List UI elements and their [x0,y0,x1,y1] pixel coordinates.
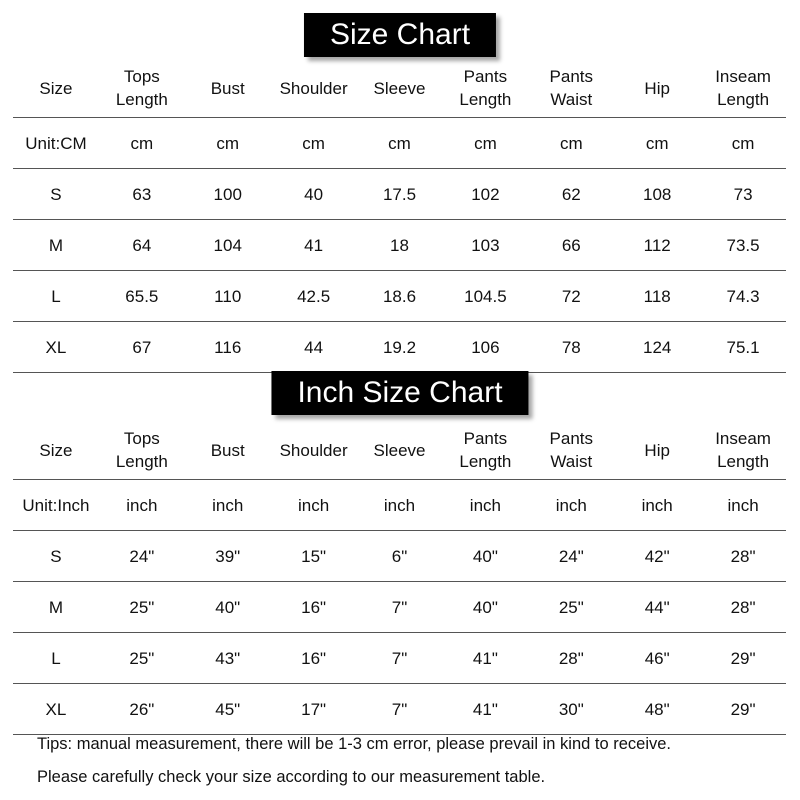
measurement-cell: 102 [471,184,500,204]
measurement-cell: 65.5 [125,286,159,306]
measurement-cell: 78 [561,337,581,357]
measurement-cell: 73.5 [726,235,760,255]
column-header-text: Sleeve [373,78,426,98]
measurement-cell: 103 [471,235,500,255]
unit-cell: cm [559,133,583,153]
size-label-cell: M [48,235,64,255]
column-header [185,421,271,479]
column-header [528,59,614,117]
column-header-text: Hip [644,78,670,98]
column-header-text: Tops [123,67,160,86]
measurement-cell: 39" [215,546,241,566]
measurement-cell: 25" [129,648,155,668]
measurement-cell: 29" [730,699,756,719]
column-header-text: Length [717,90,770,109]
measurement-cell: 104 [213,235,242,255]
measurement-cell: 41 [304,235,324,255]
measurement-cell: 18 [390,235,409,255]
measurement-cell: 7" [391,597,408,617]
measurement-cell: 40" [215,597,241,617]
unit-cell: cm [216,133,240,153]
unit-cell: cm [130,133,154,153]
inch-chart-title: Inch Size Chart [271,371,528,415]
column-header [13,59,99,117]
unit-cell: inch [383,495,416,515]
column-header-text: Pants [463,429,508,448]
column-header [528,421,614,479]
measurement-cell: 40" [472,546,498,566]
table-row [13,169,786,220]
unit-row [13,480,786,531]
table-row [13,531,786,582]
size-label-cell: XL [45,699,67,719]
column-header-text: Inseam [715,67,771,86]
column-header [271,421,357,479]
column-header-text: Tops [123,429,160,448]
measurement-cell: 41" [472,699,498,719]
measurement-cell: 42.5 [297,286,331,306]
unit-cell: inch [298,495,330,515]
table-row [13,582,786,633]
measurement-cell: 118 [643,286,671,306]
measurement-cell: 30" [558,699,584,719]
measurement-cell: 28" [558,648,584,668]
measurement-cell: 104.5 [464,286,507,306]
measurement-cell: 112 [643,235,671,255]
unit-cell: inch [727,495,759,515]
table-row [13,322,786,373]
measurement-cell: 24" [558,546,584,566]
column-header [99,59,185,117]
measurement-cell: 42" [644,546,670,566]
column-header-text: Shoulder [279,78,348,98]
inch-size-table [13,421,786,735]
measurement-cell: 7" [391,648,408,668]
size-label-cell: S [50,546,62,566]
measurement-cell: 6" [391,546,408,566]
unit-cell: cm [388,133,411,153]
measurement-cell: 46" [644,648,670,668]
column-header-text: Pants [549,429,594,448]
measurement-cell: 17" [301,699,327,719]
measurement-cell: 40 [304,184,324,204]
size-label-cell: M [48,597,64,617]
unit-cell: inch [126,495,158,515]
header-row [13,59,786,118]
table-row [13,271,786,322]
column-header [442,421,528,479]
measurement-cell: 64 [132,235,152,255]
measurement-cell: 45" [215,699,241,719]
measurement-cell: 62 [561,184,581,204]
table-row [13,220,786,271]
column-header-text: Length [459,452,512,471]
measurement-cell: 124 [642,337,672,357]
measurement-cell: 24" [129,546,155,566]
measurement-cell: 73 [733,184,753,204]
measurement-cell: 116 [214,337,242,357]
measurement-cell: 108 [642,184,672,204]
column-header [271,59,357,117]
size-label-cell: S [50,184,62,204]
column-header-text: Length [115,452,168,471]
measurement-cell: 17.5 [382,184,417,204]
column-header-text: Pants [463,67,508,86]
column-header-text: Length [459,90,512,109]
tips-line-2: Please carefully check your size according to our measurement table. [37,768,546,786]
measurement-cell: 48" [644,699,670,719]
measurement-cell: 67 [132,337,152,357]
column-header-text: Inseam [715,429,771,448]
measurement-cell: 44" [644,597,670,617]
column-header [13,421,99,479]
unit-cell: cm [302,133,325,153]
measurement-cell: 63 [132,184,152,204]
measurement-cell: 19.2 [382,337,417,357]
column-header [614,59,700,117]
measurement-cell: 16" [301,597,327,617]
unit-cell: inch [212,495,244,515]
unit-cell: cm [645,133,669,153]
column-header-text: Pants [549,67,594,86]
measurement-cell: 100 [213,184,242,204]
cm-size-table [13,59,786,373]
unit-cell: inch [555,495,587,515]
tips-line-1: Tips: manual measurement, there will be 1-3 cm error, please prevail in kind to receive. [37,735,672,753]
column-header-text: Hip [644,440,670,460]
measurement-cell: 75.1 [726,337,760,357]
header-row [13,421,786,480]
measurement-cell: 25" [558,597,584,617]
measurement-cell: 16" [301,648,327,668]
table-row [13,684,786,735]
unit-cell: cm [731,133,755,153]
measurement-cell: 26" [129,699,155,719]
unit-cell: Unit:Inch [22,495,90,515]
cm-chart-title: Size Chart [304,13,496,57]
size-label-cell: L [51,286,61,306]
measurement-cell: 41" [472,648,498,668]
column-header-text: Length [717,452,770,471]
size-label-cell: L [51,648,61,668]
measurement-cell: 44 [304,337,324,357]
measurement-cell: 15" [301,546,327,566]
column-header [700,421,786,479]
column-header [614,421,700,479]
measurement-cell: 40" [472,597,498,617]
unit-cell: Unit:CM [25,133,87,153]
measurement-cell: 110 [214,286,242,306]
column-header-text: Waist [550,452,593,471]
measurement-cell: 25" [129,597,155,617]
column-header-text: Sleeve [373,440,426,460]
column-header-text: Bust [210,78,245,98]
column-header [99,421,185,479]
column-header-text: Waist [550,90,593,109]
measurement-cell: 72 [561,286,581,306]
column-header [442,59,528,117]
measurement-cell: 7" [391,699,408,719]
measurement-cell: 66 [561,235,581,255]
measurement-cell: 29" [730,648,756,668]
column-header [357,421,443,479]
column-header-text: Size [39,78,73,98]
column-header [357,59,443,117]
column-header-text: Size [39,440,73,460]
measurement-cell: 28" [730,597,756,617]
measurement-cell: 74.3 [726,286,760,306]
column-header-text: Bust [210,440,245,460]
size-label-cell: XL [45,337,67,357]
column-header [185,59,271,117]
unit-cell: inch [469,495,501,515]
unit-row [13,118,786,169]
unit-cell: inch [641,495,673,515]
table-row [13,633,786,684]
column-header-text: Length [115,90,168,109]
measurement-cell: 43" [215,648,241,668]
measurement-cell: 18.6 [382,286,417,306]
measurement-cell: 106 [471,337,500,357]
column-header-text: Shoulder [279,440,348,460]
measurement-cell: 28" [730,546,756,566]
unit-cell: cm [474,133,497,153]
column-header [700,59,786,117]
